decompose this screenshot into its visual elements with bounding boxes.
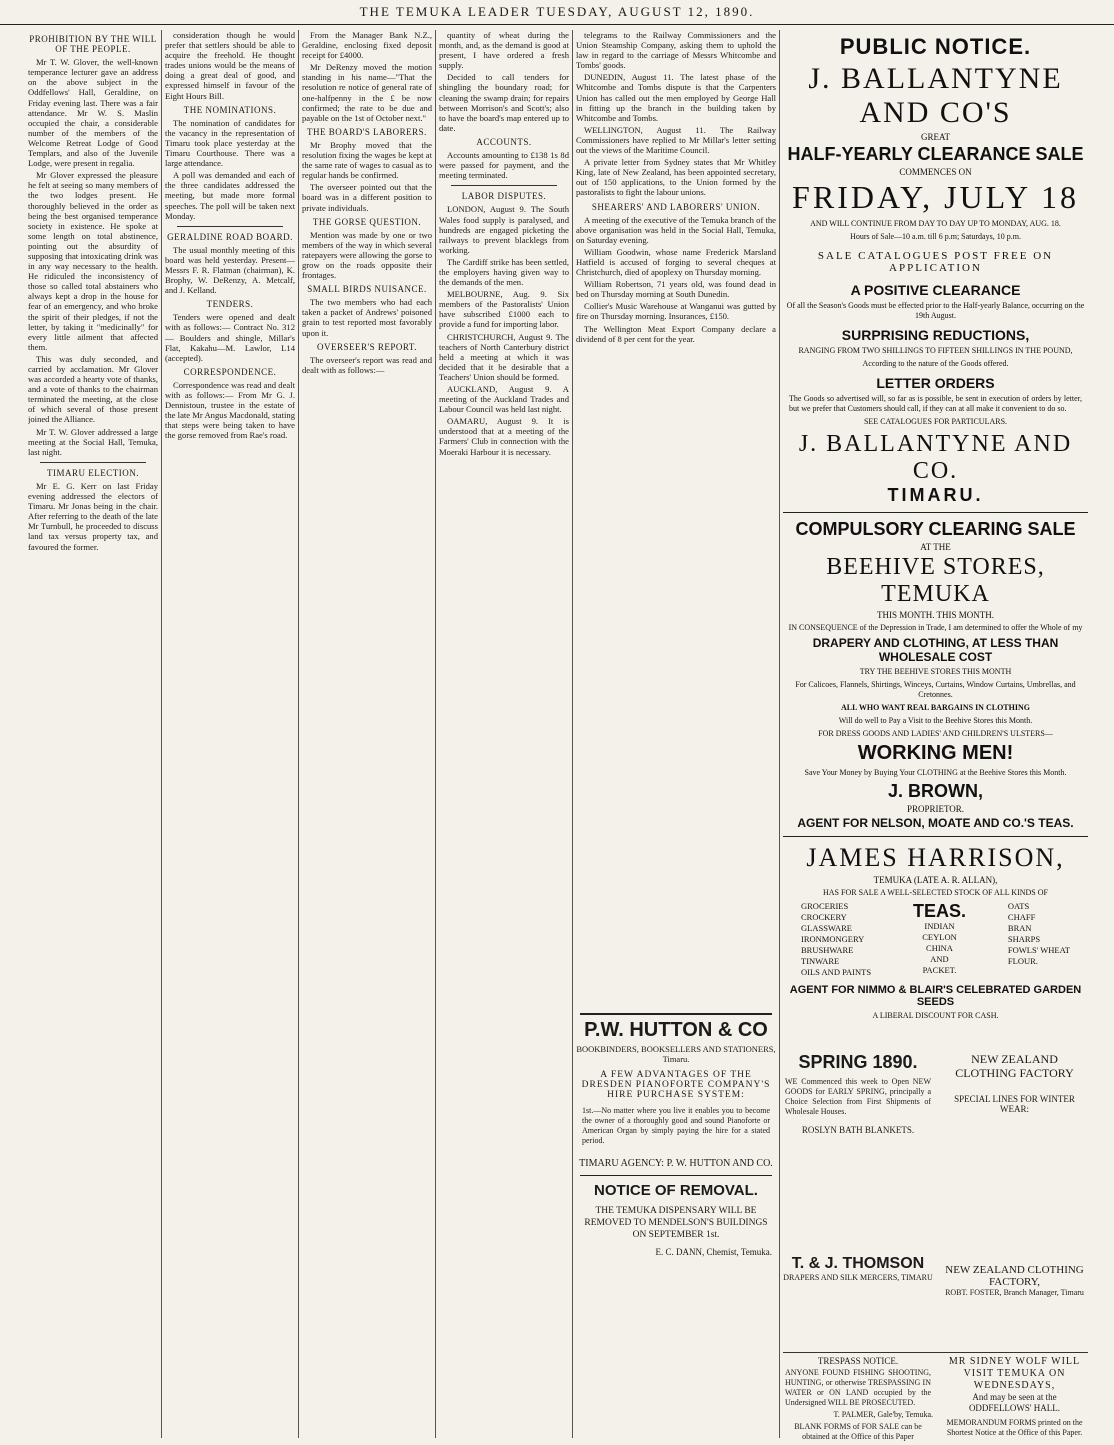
wolf-text: And may be seen at the ODDFELLOWS' HALL. <box>968 1392 1061 1413</box>
article-paragraph: A poll was demanded and each of the three candidates addressed the meeting, but made more formal speeches. The poll will be taken next Monday. <box>165 170 295 221</box>
article-paragraph: Mr DeRenzy moved the motion standing in his name—"That the resolution re notice of general rate of one-halfpenny in the £ be now confirmed; the rate to be due and payable on the 1st of October next." <box>302 62 432 123</box>
timaru-footer: TIMARU. <box>887 485 984 505</box>
article-paragraph: This was duly seconded, and carried by acclamation. Mr Glover was accorded a hearty vote of thanks, and a vote of thanks to the chairman terminated the meeting, at the close of which several of those present joined the Alliance. <box>28 353 158 425</box>
article-paragraph: DUNEDIN, August 11. The latest phase of the Whitcombe and Tombs dispute is that the Carpenters Union has called out the men employed by George Hall in fitting up the branch in the building taken by Whitcombe and Tombs. <box>576 72 776 123</box>
article-paragraph: The Cardiff strike has been settled, the employers having given way to the demands of the men. <box>439 256 569 288</box>
article-paragraph: The overseer's report was read and dealt with as follows:— <box>302 354 432 375</box>
article-heading: SHEARERS' AND LABORERS' UNION. <box>591 201 761 212</box>
visit-text: Will do well to Pay a Visit to the Beehive Stores this Month. <box>838 716 1033 725</box>
produce-item: FLOUR. <box>1007 956 1038 966</box>
harrison-subtitle: TEMUKA (LATE A. R. ALLAN), <box>873 875 998 885</box>
article-paragraph: William Goodwin, whose name Frederick Marsland Hatfield is accused of forging to several cheques at Christchurch, died of apoplexy on Thursday morning. <box>576 246 776 278</box>
article-heading: OVERSEER'S REPORT. <box>317 341 417 352</box>
article-paragraph: The usual monthly meeting of this board was held yesterday. Present—Messrs F. R. Flatman (chairman), K. Brophy, W. DeRenzy, A. Metcalf, and J. Kelland. <box>165 244 295 296</box>
at-the-label: AT THE <box>920 542 951 552</box>
spring-heading: SPRING 1890. <box>798 1052 918 1072</box>
see-catalogues-text: SEE CATALOGUES FOR PARTICULARS. <box>863 417 1008 426</box>
letter-orders-heading: LETTER ORDERS <box>876 375 995 391</box>
goods-item: IRONMONGERY <box>801 934 865 944</box>
harrison-heading: JAMES HARRISON, <box>806 843 1065 872</box>
friday-heading: FRIDAY, JULY 18 <box>792 179 1079 215</box>
divider <box>451 185 557 186</box>
spring-text: WE Commenced this week to Open NEW GOODS for EARLY SPRING, principally a Choice Selection from First Shipments of Wholesale Houses. <box>785 1077 931 1116</box>
article-paragraph: Correspondence was read and dealt with as follows:— From Mr G. J. Dennistoun, trustee in the estate of the late Mr Angus Macdonald, stating that steps were being taken to have the gorse removed from Rae's road. <box>165 379 295 441</box>
goods-item: CROCKERY <box>801 912 847 922</box>
article-heading: THE NOMINATIONS. <box>183 104 277 115</box>
calicoes-text: For Calicoes, Flannels, Shirtings, Winceys, Curtains, Window Curtains, Umbrellas, and Cretonnes. <box>795 680 1076 699</box>
letter-orders-text: The Goods so advertised will, so far as is possible, be sent in execution of orders by letter, but we prefer that Customers should call, if they can at all make it convenient to do so. <box>789 394 1082 413</box>
article-paragraph: MELBOURNE, Aug. 9. Six members of the Pastoralists' Union have subscribed £1000 each to provide a fund for importing labor. <box>439 289 569 330</box>
article-heading: GERALDINE ROAD BOARD. <box>167 231 293 242</box>
article-heading: THE BOARD'S LABORERS. <box>307 126 427 137</box>
article-heading: LABOR DISPUTES. <box>461 191 547 202</box>
goods-list <box>783 901 1088 978</box>
column-rule <box>161 30 162 1438</box>
dress-goods-text: FOR DRESS GOODS AND LADIES' AND CHILDREN'S ULSTERS— <box>818 729 1053 738</box>
this-month-text: THIS MONTH. THIS MONTH. <box>876 610 995 620</box>
positive-heading: A POSITIVE CLEARANCE <box>850 282 1021 298</box>
divider <box>783 836 1088 837</box>
article-paragraph: Mr T. W. Glover, the well-known temperance lecturer gave an address on the above subject in the Oddfellows' Hall, Geraldine, on Friday evening last. There was a fair attendance. Mr W. S. Maslin occupied the chair, a considerable number of the members of the Welcome Retreat Lodge of Good Templars, and also of the Juvenile Lodge, were present in regalia. <box>28 57 158 169</box>
according-text: According to the nature of the Goods offered. <box>862 359 1009 368</box>
article-paragraph: Mention was made by one or two members of the way in which several ratepayers were allowing the gorse to grow on the roads opposite their frontages. <box>302 229 432 281</box>
nimmo-text: AGENT FOR NIMMO & BLAIR'S CELEBRATED GARDEN SEEDS <box>789 984 1082 1008</box>
article-paragraph: AUCKLAND, August 9. A meeting of the Auckland Trades and Labour Council was held last night. <box>439 384 569 415</box>
article-paragraph: quantity of wheat during the month, and, as the demand is good at present, I have ordered a fresh supply. <box>439 30 569 71</box>
beehive-heading: BEEHIVE STORES, TEMUKA <box>826 554 1045 607</box>
teas-item: AND <box>930 954 949 964</box>
column-3 <box>302 30 432 1440</box>
goods-item: BRUSHWARE <box>801 945 854 955</box>
article-paragraph: The nomination of candidates for the vacancy in the representation of Timaru took place yesterday at the Timaru Courthouse. There was a large attendance. <box>165 117 295 169</box>
divider <box>40 462 146 463</box>
removal-signature: E. C. DANN, Chemist, Temuka. <box>655 1247 772 1257</box>
bargains-text: ALL WHO WANT REAL BARGAINS IN CLOTHING <box>841 703 1030 712</box>
column-1 <box>28 30 158 1440</box>
teas-item: INDIAN <box>924 921 955 931</box>
nzcf-footer: NEW ZEALAND CLOTHING FACTORY, <box>945 1264 1084 1288</box>
commences-label: COMMENCES ON <box>899 167 972 177</box>
article-paragraph: The two members who had each taken a packet of Andrews' poisoned grain to test reported most favorably upon it. <box>302 297 432 338</box>
drapery-heading: DRAPERY AND CLOTHING, AT LESS THAN WHOLESALE COST <box>812 636 1059 664</box>
produce-item: BRAN <box>1007 923 1032 933</box>
goods-item: GLASSWARE <box>801 923 853 933</box>
article-paragraph: A private letter from Sydney states that Mr Whitley King, late of New Zealand, has been appointed secretary, out of 150 applications, to the Union formed by the pastoralists to fight the labour unions. <box>576 157 776 198</box>
article-paragraph: Mr E. G. Kerr on last Friday evening addressed the electors of Timaru. Mr Jonas being in the chair. After referring to the death of the late Mr Turnbull, he proceeded to discuss land tax versus property tax, and favoured the former. <box>28 480 158 552</box>
wolf-heading: MR SIDNEY WOLF WILL VISIT TEMUKA ON WEDNESDAYS, <box>948 1356 1081 1391</box>
column-rule <box>298 30 299 1438</box>
article-heading: SMALL BIRDS NUISANCE. <box>307 284 427 295</box>
article-paragraph: telegrams to the Railway Commissioners and the Union Steamship Company, asking them to uphold the law in regard to the carriage of Messrs Whitcombe and Tombs' goods. <box>576 30 776 71</box>
divider <box>177 226 283 227</box>
trespass-heading: TRESPASS NOTICE. <box>817 1356 899 1366</box>
article-paragraph: The Wellington Meat Export Company declare a dividend of 8 per cent for the year. <box>576 323 776 344</box>
article-paragraph: WELLINGTON, August 11. The Railway Commissioners have replied to Mr Millar's letter setting out the views of the Maritime Council. <box>576 124 776 156</box>
article-paragraph: LONDON, August 9. The South Wales food supply is paralysed, and hundreds are engaged picketing the railways to prevent blacklegs from working. <box>439 204 569 255</box>
column-2 <box>165 30 295 1440</box>
removal-heading: NOTICE OF REMOVAL. <box>594 1182 758 1199</box>
teas-item: CEYLON <box>922 932 957 942</box>
advert-text: A FEW ADVANTAGES OF THE DRESDEN PIANOFORTE COMPANY'S HIRE PURCHASE SYSTEM: <box>581 1070 771 1100</box>
teas-heading: TEAS. <box>912 901 966 921</box>
article-paragraph: Tenders were opened and dealt with as follows:— Contract No. 312 — Boulders and shingle, Millar's Flat, Kakahu—M. Lawlor, L14 (accepted). <box>165 312 295 363</box>
ranging-text: RANGING FROM TWO SHILLINGS TO FIFTEEN SHILLINGS IN THE POUND, <box>798 346 1073 355</box>
article-paragraph: A meeting of the executive of the Temuka branch of the above organisation was held in the Social Hall, Temuka, on Saturday evening. <box>576 214 776 245</box>
hours-text: Hours of Sale—10 a.m. till 6 p.m; Saturdays, 10 p.m. <box>850 232 1021 241</box>
blank-forms-text: BLANK FORMS of FOR SALE can be obtained at the Office of this Paper <box>794 1422 922 1441</box>
save-text: Save Your Money by Buying Your CLOTHING at the Beehive Stores this Month. <box>804 768 1067 777</box>
article-heading: ACCOUNTS. <box>476 136 532 147</box>
positive-text: Of all the Season's Goods must be effected prior to the Half-yearly Balance, occurring on the 19th August. <box>786 301 1085 320</box>
article-paragraph: consideration though he would prefer that settlers should be able to acquire the freehold. He thought trades unions would be the means of doing a great deal of good, and expressed himself in favour of the Eight Hours Bill. <box>165 30 295 101</box>
article-paragraph: Decided to call tenders for shingling the boundary road; for cleaning the swamp drain; for repairs between Morrison's and Scott's; also to have the board's map entered up to date. <box>439 72 569 133</box>
article-paragraph: The overseer pointed out that the board was in a different position to private individuals. <box>302 182 432 213</box>
consequence-text: IN CONSEQUENCE of the Depression in Trade, I am determined to offer the Whole of my <box>788 623 1083 632</box>
teas-item: PACKET. <box>922 965 957 975</box>
article-paragraph: Mr T. W. Glover addressed a large meeting at the Social Hall, Temuka, last night. <box>28 426 158 457</box>
article-heading: TENDERS. <box>206 299 254 310</box>
roslyn-text: ROSLYN BATH BLANKETS. <box>801 1125 915 1135</box>
produce-item: SHARPS <box>1007 934 1041 944</box>
advert-agency: TIMARU AGENCY: P. W. HUTTON AND CO. <box>579 1158 773 1169</box>
article-heading: PROHIBITION BY THE WILL OF THE PEOPLE. <box>29 34 157 55</box>
article-heading: TIMARU ELECTION. <box>47 467 139 478</box>
article-heading: THE GORSE QUESTION. <box>312 216 422 227</box>
column-rule <box>572 30 573 1438</box>
divider <box>783 512 1088 513</box>
article-paragraph: Mr Brophy moved that the resolution fixing the wages be kept at the same rate of wages to casual as to regular hands be confirmed. <box>302 139 432 181</box>
article-paragraph: CHRISTCHURCH, August 9. The teachers of North Canterbury district held a meeting at which it was decided that it be desirable that a Teachers' Union should be formed. <box>439 331 569 382</box>
article-paragraph: OAMARU, August 9. It is understood that at a meeting of the Farmers' Club in connection with the Moeraki Harbour it is necessary. <box>439 416 569 457</box>
advert-text: 1st.—No matter where you live it enables you to become the owner of a thoroughly good and sound Pianoforte or American Organ by simply paying the hire for a stated period. <box>582 1106 770 1145</box>
thomson-subtitle: DRAPERS AND SILK MERCERS, TIMARU <box>783 1273 933 1282</box>
public-notice-heading: PUBLIC NOTICE. <box>839 34 1032 59</box>
trespass-text: ANYONE FOUND FISHING SHOOTING, HUNTING, or otherwise TRESPASSING IN WATER or ON LAND occupied by the Undersigned WILL BE PROSECUTED. <box>785 1368 931 1407</box>
teas-item: CHINA <box>926 943 953 953</box>
column-rule <box>435 30 436 1438</box>
foster-text: ROBT. FOSTER, Branch Manager, Timaru <box>945 1288 1084 1297</box>
article-paragraph: Mr Glover expressed the pleasure he felt at seeing so many members of the two lodges present. He thoroughly believed in the order as being the best organised temperance society in existence. He spoke at some length on total abstinence, pointing out the absurdity of supposing that intoxicating drink was in any way necessary to the health. He ridiculed the inconsistency of those so called total abstainers who always kept a drop in the house for fear of an emergency, and who broke the spirit of their pledges, if not the letter, by taking it "medicinally" for every little ailment that affected them. <box>28 170 158 352</box>
continue-text: AND WILL CONTINUE FROM DAY TO DAY UP TO MONDAY, AUG. 18. <box>810 219 1061 228</box>
surprising-heading: SURPRISING REDUCTIONS, <box>841 327 1030 343</box>
working-men-heading: WORKING MEN! <box>857 742 1014 764</box>
try-text: TRY THE BEEHIVE STORES THIS MONTH <box>859 667 1012 676</box>
catalogues-text: SALE CATALOGUES POST FREE ON APPLICATION <box>817 250 1054 274</box>
article-paragraph: Collier's Music Warehouse at Wanganui was gutted by fire on Thursday morning. Insurances, £150. <box>576 301 776 322</box>
ballantyne-heading: J. BALLANTYNE AND CO'S <box>808 62 1063 129</box>
agent-teas-text: AGENT FOR NELSON, MOATE AND CO.'S TEAS. <box>797 816 1074 830</box>
advert-subtitle: BOOKBINDERS, BOOKSELLERS AND STATIONERS, Timaru. <box>576 1044 776 1064</box>
goods-item: TINWARE <box>801 956 840 966</box>
memo-text: MEMORANDUM FORMS printed on the Shortest Notice at the Office of this Paper. <box>946 1418 1083 1437</box>
proprietor-label: PROPRIETOR. <box>906 804 965 814</box>
nzcf-heading: NEW ZEALAND CLOTHING FACTORY <box>955 1052 1074 1080</box>
advert-title: P.W. HUTTON & CO <box>584 1019 768 1041</box>
column-rule <box>779 30 780 1438</box>
special-lines-text: SPECIAL LINES FOR WINTER WEAR: <box>954 1094 1075 1114</box>
half-yearly-heading: HALF-YEARLY CLEARANCE SALE <box>787 144 1084 164</box>
thomson-heading: T. & J. THOMSON <box>791 1255 925 1272</box>
goods-item: OILS AND PAINTS <box>801 967 872 977</box>
removal-text: THE TEMUKA DISPENSARY WILL BE REMOVED TO MENDELSON'S BUILDINGS ON SEPTEMBER 1st. <box>584 1206 768 1240</box>
trespass-signature: T. PALMER, Gale'by, Temuka. <box>833 1410 933 1419</box>
masthead: THE TEMUKA LEADER TUESDAY, AUGUST 12, 1890. <box>0 0 1114 25</box>
has-for-sale-text: HAS FOR SALE A WELL-SELECTED STOCK OF ALL KINDS OF <box>823 888 1048 897</box>
compulsory-heading: COMPULSORY CLEARING SALE <box>795 519 1076 539</box>
column-5 <box>576 30 776 1005</box>
article-paragraph: William Robertson, 71 years old, was found dead in bed on Thursday morning at South Dunedin. <box>576 279 776 300</box>
brown-heading: J. BROWN, <box>887 781 983 801</box>
article-heading: CORRESPONDENCE. <box>183 366 277 377</box>
produce-item: CHAFF <box>1007 912 1036 922</box>
column-4 <box>439 30 569 1440</box>
produce-item: OATS <box>1007 901 1030 911</box>
ballantyne-footer: J. BALLANTYNE AND CO. <box>798 431 1073 484</box>
great-label: GREAT <box>921 132 950 142</box>
hutton-advert <box>576 1013 776 1261</box>
discount-text: A LIBERAL DISCOUNT FOR CASH. <box>872 1011 999 1020</box>
article-paragraph: Accounts amounting to £138 1s 8d were passed for payment, and the meeting terminated. <box>439 150 569 181</box>
produce-item: FOWLS' WHEAT <box>1007 945 1070 955</box>
goods-item: GROCERIES <box>801 901 849 911</box>
article-paragraph: From the Manager Bank N.Z., Geraldine, enclosing fixed deposit receipt for £4000. <box>302 30 432 61</box>
